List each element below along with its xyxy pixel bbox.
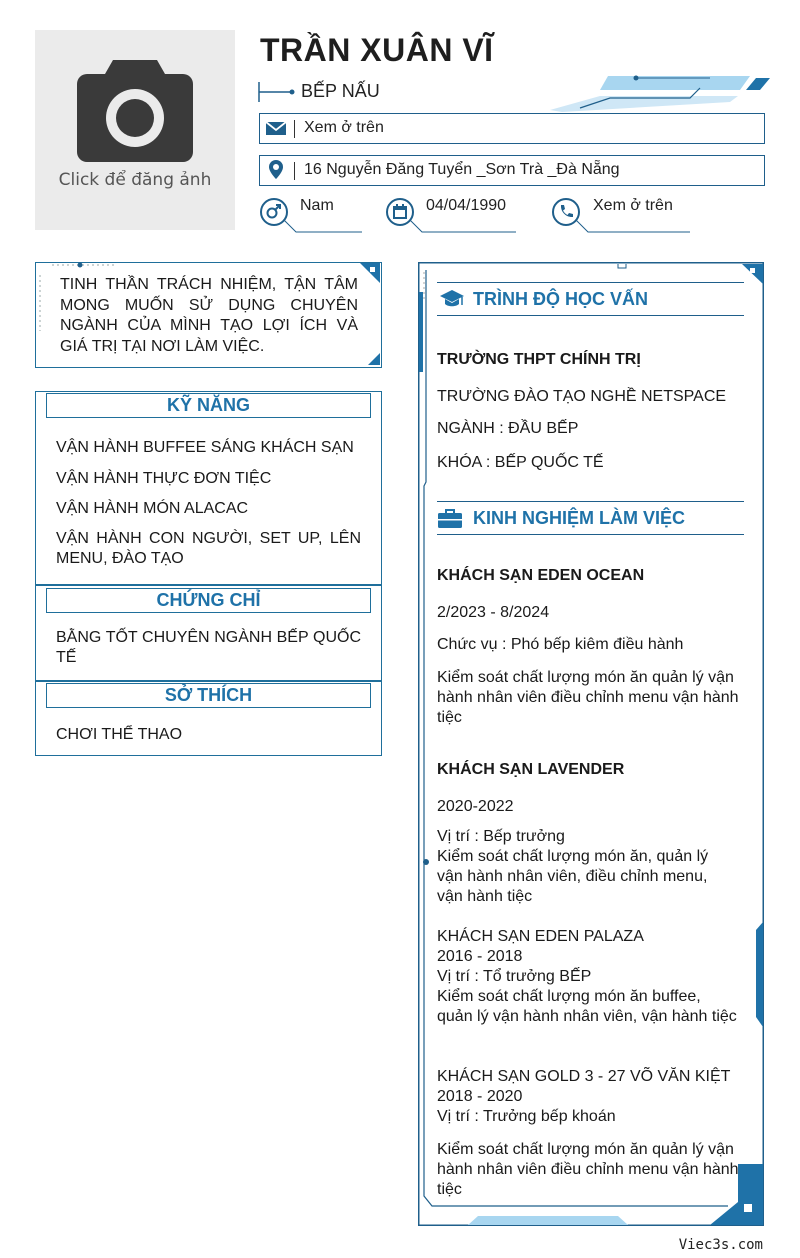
title-line-decoration <box>258 82 298 102</box>
skill-item: VẬN HÀNH THỰC ĐƠN TIỆC <box>56 470 272 487</box>
job-period: 2020-2022 <box>437 798 514 815</box>
job-period: 2/2023 - 8/2024 <box>437 604 550 621</box>
graduation-cap-icon <box>439 289 465 309</box>
candidate-name: TRẦN XUÂN VĨ <box>260 32 494 68</box>
job-description: Kiểm soát chất lượng món ăn quản lý vận hành nhân viên điều chỉnh menu vận hành tiệc <box>437 669 739 726</box>
certificate-item: BẰNG TỐT CHUYÊN NGÀNH BẾP QUỐC TẾ <box>56 629 361 666</box>
education-school-1: TRƯỜNG THPT CHÍNH TRỊ <box>437 351 641 368</box>
education-course: KHÓA : BẾP QUỐC TẾ <box>437 454 604 471</box>
gender-underline <box>284 220 364 236</box>
certificates-heading: CHỨNG CHỈ <box>46 588 371 613</box>
birthday-value: 04/04/1990 <box>426 197 507 214</box>
education-school-2: TRƯỜNG ĐÀO TẠO NGHỀ NETSPACE <box>437 388 727 405</box>
job-title: BẾP NẤU <box>301 81 380 101</box>
gender-value: Nam <box>300 197 334 214</box>
phone-underline <box>576 220 692 236</box>
skill-item: VẬN HÀNH CON NGƯỜI, SET UP, LÊN MENU, ĐÀO TẠO <box>56 530 361 567</box>
camera-icon <box>75 58 195 164</box>
hobby-item: CHƠI THỂ THAO <box>56 726 183 743</box>
address-value: 16 Nguyễn Đăng Tuyển _Sơn Trà _Đà Nẵng <box>304 161 620 178</box>
job-role: Chức vụ : Phó bếp kiêm điều hành <box>437 636 684 653</box>
birthday-underline <box>410 220 520 236</box>
briefcase-icon <box>437 509 463 529</box>
hobbies-heading: SỞ THÍCH <box>46 683 371 708</box>
job-company: KHÁCH SẠN LAVENDER <box>437 761 625 778</box>
mail-icon <box>265 117 287 139</box>
header-tech-decoration <box>540 74 772 112</box>
experience-title: KINH NGHIỆM LÀM VIỆC <box>473 508 686 528</box>
photo-caption: Click để đăng ảnh <box>58 170 212 190</box>
education-title: TRÌNH ĐỘ HỌC VẤN <box>473 289 648 309</box>
skill-item: VẬN HÀNH MÓN ALACAC <box>56 500 249 517</box>
job-role: Vị trí : Trưởng bếp khoán <box>437 1108 616 1125</box>
job-company: KHÁCH SẠN GOLD 3 - 27 VÕ VĂN KIỆT <box>437 1068 731 1085</box>
experience-heading <box>437 501 744 535</box>
email-value: Xem ở trên <box>304 119 384 136</box>
avatar-upload[interactable] <box>35 30 235 230</box>
education-heading <box>437 282 744 316</box>
email-field <box>259 113 765 144</box>
objective-text: TINH THẦN TRÁCH NHIỆM, TẬN TÂM MONG MUỐN SỬ DỤNG CHUYÊN NGÀNH CỦA MÌNH TẠO LỢI ÍCH VÀ GIÁ TRỊ TẠI NƠI LÀM VIỆC. <box>60 276 358 355</box>
career-objective <box>35 262 382 368</box>
location-pin-icon <box>265 159 287 181</box>
skill-item: VẬN HÀNH BUFFEE SÁNG KHÁCH SẠN <box>56 439 354 456</box>
education-major: NGÀNH : ĐẦU BẾP <box>437 420 579 437</box>
job-description: Kiểm soát chất lượng món ăn, quản lý vận hành nhân viên, điều chỉnh menu, vận hành tiệc <box>437 848 709 905</box>
phone-value: Xem ở trên <box>593 197 673 214</box>
skills-heading: KỸ NĂNG <box>46 393 371 418</box>
job-role: Vị trí : Bếp trưởng <box>437 828 565 845</box>
site-watermark: Viec3s.com <box>678 1237 763 1253</box>
job-period: 2016 - 2018 <box>437 948 523 965</box>
job-description: Kiểm soát chất lượng món ăn quản lý vận hành nhân viên điều chỉnh menu vận hành tiệc <box>437 1141 739 1198</box>
job-description: Kiểm soát chất lượng món ăn buffee, quản lý vận hành nhân viên, vận hành tiệc <box>437 988 737 1025</box>
job-role: Vị trí : Tổ trưởng BẾP <box>437 968 592 985</box>
job-period: 2018 - 2020 <box>437 1088 523 1105</box>
address-field <box>259 155 765 186</box>
job-company: KHÁCH SẠN EDEN PALAZA <box>437 928 644 945</box>
job-company: KHÁCH SẠN EDEN OCEAN <box>437 567 645 584</box>
